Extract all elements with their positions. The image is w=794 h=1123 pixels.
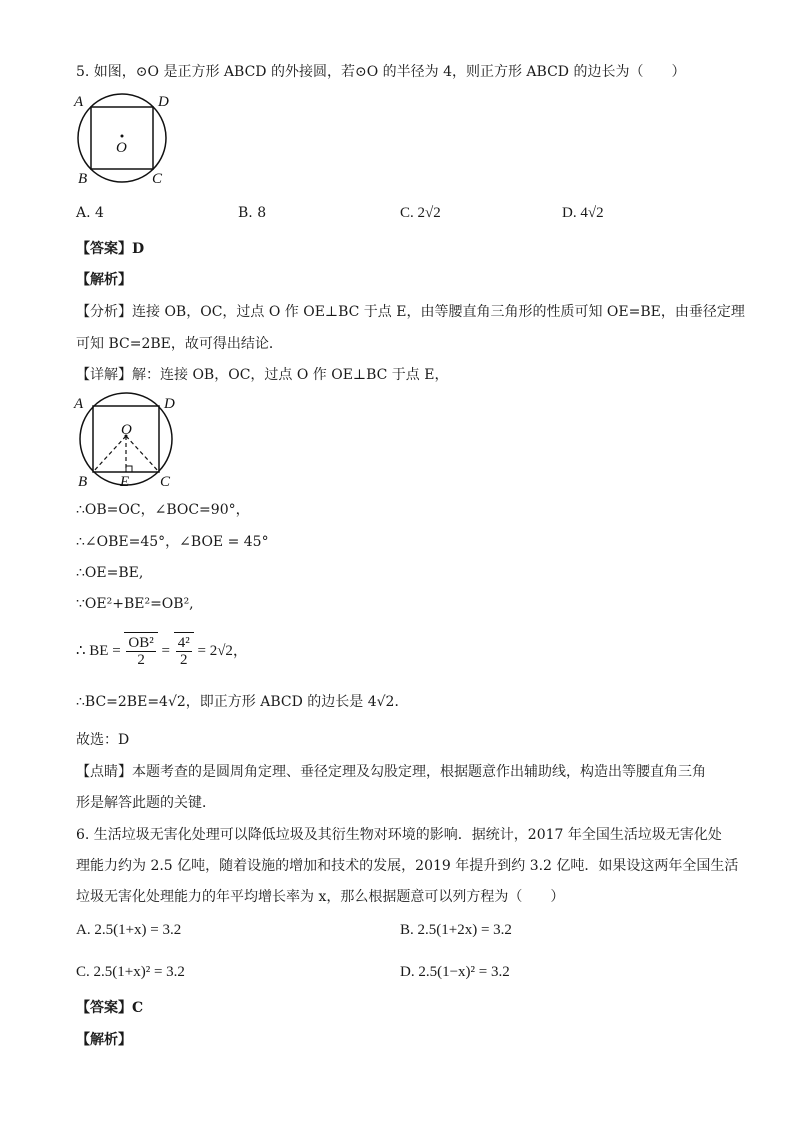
fig1-label-d: D	[158, 94, 169, 110]
q6-option-d: D. 2.5(1−x)² = 3.2	[400, 964, 510, 980]
fig1-label-o: O	[116, 140, 127, 156]
q5-analysis-title: 【解析】	[76, 272, 132, 288]
q5-figure-solution	[72, 392, 187, 490]
q5-fenxi-line1: 【分析】连接 OB，OC，过点 O 作 OE⊥BC 于点 E，由等腰直角三角形的性质可知 OE=BE，由垂径定理	[76, 304, 745, 320]
q5-step6: ∴BC=2BE=4√2，即正方形 ABCD 的边长是 4√2．	[76, 694, 409, 710]
q5-stem: 5. 如图，⊙O 是正方形 ABCD 的外接圆，若⊙O 的半径为 4，则正方形 ABCD 的边长为（ ）	[76, 64, 686, 80]
q5-option-d: D. 4√2	[562, 205, 604, 221]
fig1-label-c: C	[152, 171, 163, 187]
q5-step3: ∴OE=BE,	[76, 565, 144, 581]
q5-fenxi-line2: 可知 BC=2BE，故可得出结论．	[76, 336, 283, 352]
q5-step2: ∴∠OBE=45°，∠BOE = 45°	[76, 534, 269, 550]
fig2-label-d: D	[164, 396, 175, 412]
step5-sqrt1	[124, 632, 157, 669]
q6-option-c: C. 2.5(1+x)² = 3.2	[76, 964, 185, 980]
q6-option-b: B. 2.5(1+2x) = 3.2	[400, 922, 512, 938]
q6-option-a: A. 2.5(1+x) = 3.2	[76, 922, 182, 938]
q5-xiangjie: 【详解】解：连接 OB，OC，过点 O 作 OE⊥BC 于点 E，	[76, 367, 449, 383]
fig2-label-a: A	[74, 396, 84, 412]
q6-answer: 【答案】C	[76, 1000, 144, 1016]
step5-sqrt2	[174, 632, 194, 669]
q5-answer: 【答案】D	[76, 241, 145, 257]
fig2-label-b: B	[78, 474, 88, 490]
q6-analysis-title: 【解析】	[76, 1032, 132, 1048]
fig2-label-o: O	[121, 422, 132, 438]
step5-f2-den: 2	[179, 652, 188, 669]
q5-figure-circle-square	[72, 92, 182, 187]
fig2-label-e: E	[120, 474, 130, 490]
q5-option-b: B. 8	[238, 205, 267, 221]
q5-dianjing-line1: 【点睛】本题考查的是圆周角定理、垂径定理及勾股定理，根据题意作出辅助线，构造出等腰直角三角	[76, 764, 706, 780]
step5-f1-num: OB²	[128, 635, 154, 652]
q5-step4: ∵OE²+BE²=OB²,	[76, 596, 194, 612]
step5-f2-num: 4²	[177, 635, 190, 652]
q5-choose: 故选：D	[76, 732, 130, 748]
step5-f1-den: 2	[137, 652, 145, 669]
fig1-label-b: B	[78, 171, 88, 187]
q6-stem-line2: 理能力约为 2.5 亿吨，随着设施的增加和技术的发展，2019 年提升到约 3.2 亿吨．如果设这两年全国生活	[76, 858, 739, 874]
q5-step1: ∴OB=OC，∠BOC=90°，	[76, 502, 250, 518]
q5-dianjing-line2: 形是解答此题的关键．	[76, 795, 216, 811]
q5-option-c: C. 2√2	[400, 205, 441, 221]
fig2-label-c: C	[160, 474, 171, 490]
step5-prefix: ∴ BE =	[76, 643, 121, 659]
step5-result: = 2√2，	[197, 643, 248, 659]
q5-step5: ∴ BE = $\frac{\text{OB²}}{2}$ = $\frac{\text{4²}}{2}$ = 2√2，	[76, 632, 248, 669]
fig1-label-a: A	[74, 94, 84, 110]
q6-stem-line1: 6. 生活垃圾无害化处理可以降低垃圾及其衍生物对环境的影响．据统计，2017 年全国生活垃圾无害化处	[76, 827, 722, 843]
q5-option-a: A. 4	[76, 205, 104, 221]
q6-stem-line3: 垃圾无害化处理能力的年平均增长率为 x，那么根据题意可以列方程为（ ）	[76, 889, 565, 905]
